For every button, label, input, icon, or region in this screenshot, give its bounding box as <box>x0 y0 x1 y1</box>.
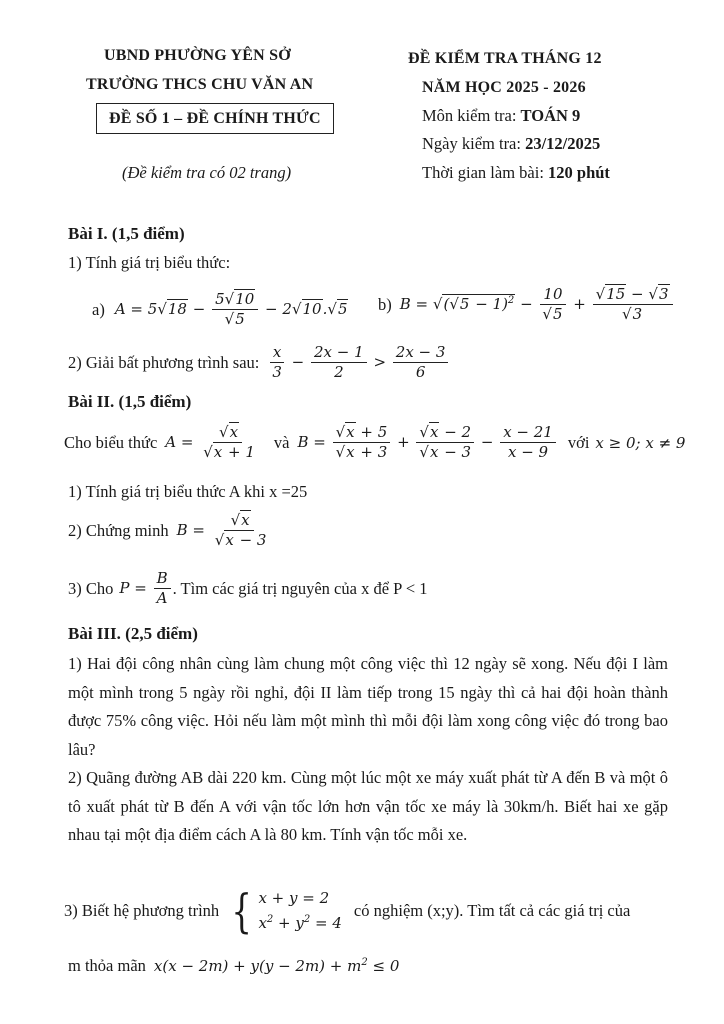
exam-title: ĐỀ KIỂM TRA THÁNG 12 <box>408 50 602 67</box>
section-3-title: Bài III. (2,5 điểm) <box>68 624 198 643</box>
duration-line: Thời gian làm bài: 120 phút <box>422 163 610 182</box>
school-name: TRƯỜNG THCS CHU VĂN AN <box>86 76 314 93</box>
date-line: Ngày kiểm tra: 23/12/2025 <box>422 134 601 153</box>
expression-a: a) A = 5√18 − $\frac{5√10}{√5}$ − 2√10.√5 <box>92 290 348 329</box>
date-value: 23/12/2025 <box>525 134 601 153</box>
section-2-intro: Cho biểu thức A = $\frac{√x}{√x + 1}$ và B = $\frac{√x + 5}{√x + 3}$ + $\frac{√x - 2}{√x - 3}$ − $\frac{x - 21}{x - 9}$ với x ≥ 0; x ≠ 9 <box>64 423 686 462</box>
section-3-question-2: 2) Quãng đường AB dài 220 km. Cùng một lúc một xe máy xuất phát từ A đến B và một ô tô xuất phát từ B đến A với vận tốc lớn hơn vận tốc xe máy là 30km/h. Biết hai xe gặp nhau tại một địa điểm cách A là 80 km. Tính vận tốc mỗi xe. <box>68 768 668 844</box>
section-2-question-3: 3) Cho P = $\frac{B}{A}$ . Tìm các giá trị nguyên của x để P < 1 <box>68 569 428 608</box>
exam-code-box: ĐỀ SỐ 1 – ĐỀ CHÍNH THỨC <box>96 103 334 134</box>
expression-b: b) $B = √(√5 - 1)^2$ − $\frac{10}{√5}$ + $\frac{√15 - √3}{√3}$ <box>378 286 675 324</box>
equation-system: { x + y = 2 $x^2 + y^2 = 4$ <box>231 883 342 938</box>
section-3-question-1: 1) Hai đội công nhân cùng làm chung một công việc thì 12 ngày sẽ xong. Nếu đội I làm một mình trong 5 ngày rồi nghỉ, đội II làm tiếp trong 15 ngày thì cả hai đội hoàn thành được 75% công việc. Hỏi nếu làm một mình thì mỗi đội làm xong công việc đó trong bao lâu? <box>68 654 668 759</box>
section-1-title: Bài I. (1,5 điểm) <box>68 224 185 243</box>
section-3-question-3: 3) Biết hệ phương trình { x + y = 2 $x^2 + y^2 = 4$ có nghiệm (x;y). Tìm tất cả các giá trị của <box>64 883 631 938</box>
duration-value: 120 phút <box>548 163 610 182</box>
inequality-question: 2) Giải bất phương trình sau: $\frac{x}{3}$ − $\frac{2x - 1}{2}$ > $\frac{2x - 3}{6}$ <box>68 344 450 382</box>
subject-line: Môn kiểm tra: TOÁN 9 <box>422 106 581 125</box>
school-district: UBND PHƯỜNG YÊN SỞ <box>104 47 291 64</box>
section-1-question-1: 1) Tính giá trị biểu thức: <box>68 253 231 272</box>
page-count-note: (Đề kiểm tra có 02 trang) <box>122 163 292 182</box>
section-2-question-2: 2) Chứng minh B = $\frac{√x}{√x - 3}$ <box>68 511 267 550</box>
section-2-question-1: 1) Tính giá trị biểu thức A khi x =25 <box>68 482 308 501</box>
subject-value: TOÁN 9 <box>520 106 581 125</box>
section-3-question-3-condition: m thỏa mãn $x(x - 2m) + y(y - 2m) + m^2 \le 0$ <box>68 956 400 975</box>
section-2-title: Bài II. (1,5 điểm) <box>68 392 192 411</box>
school-year: NĂM HỌC 2025 - 2026 <box>422 79 586 96</box>
